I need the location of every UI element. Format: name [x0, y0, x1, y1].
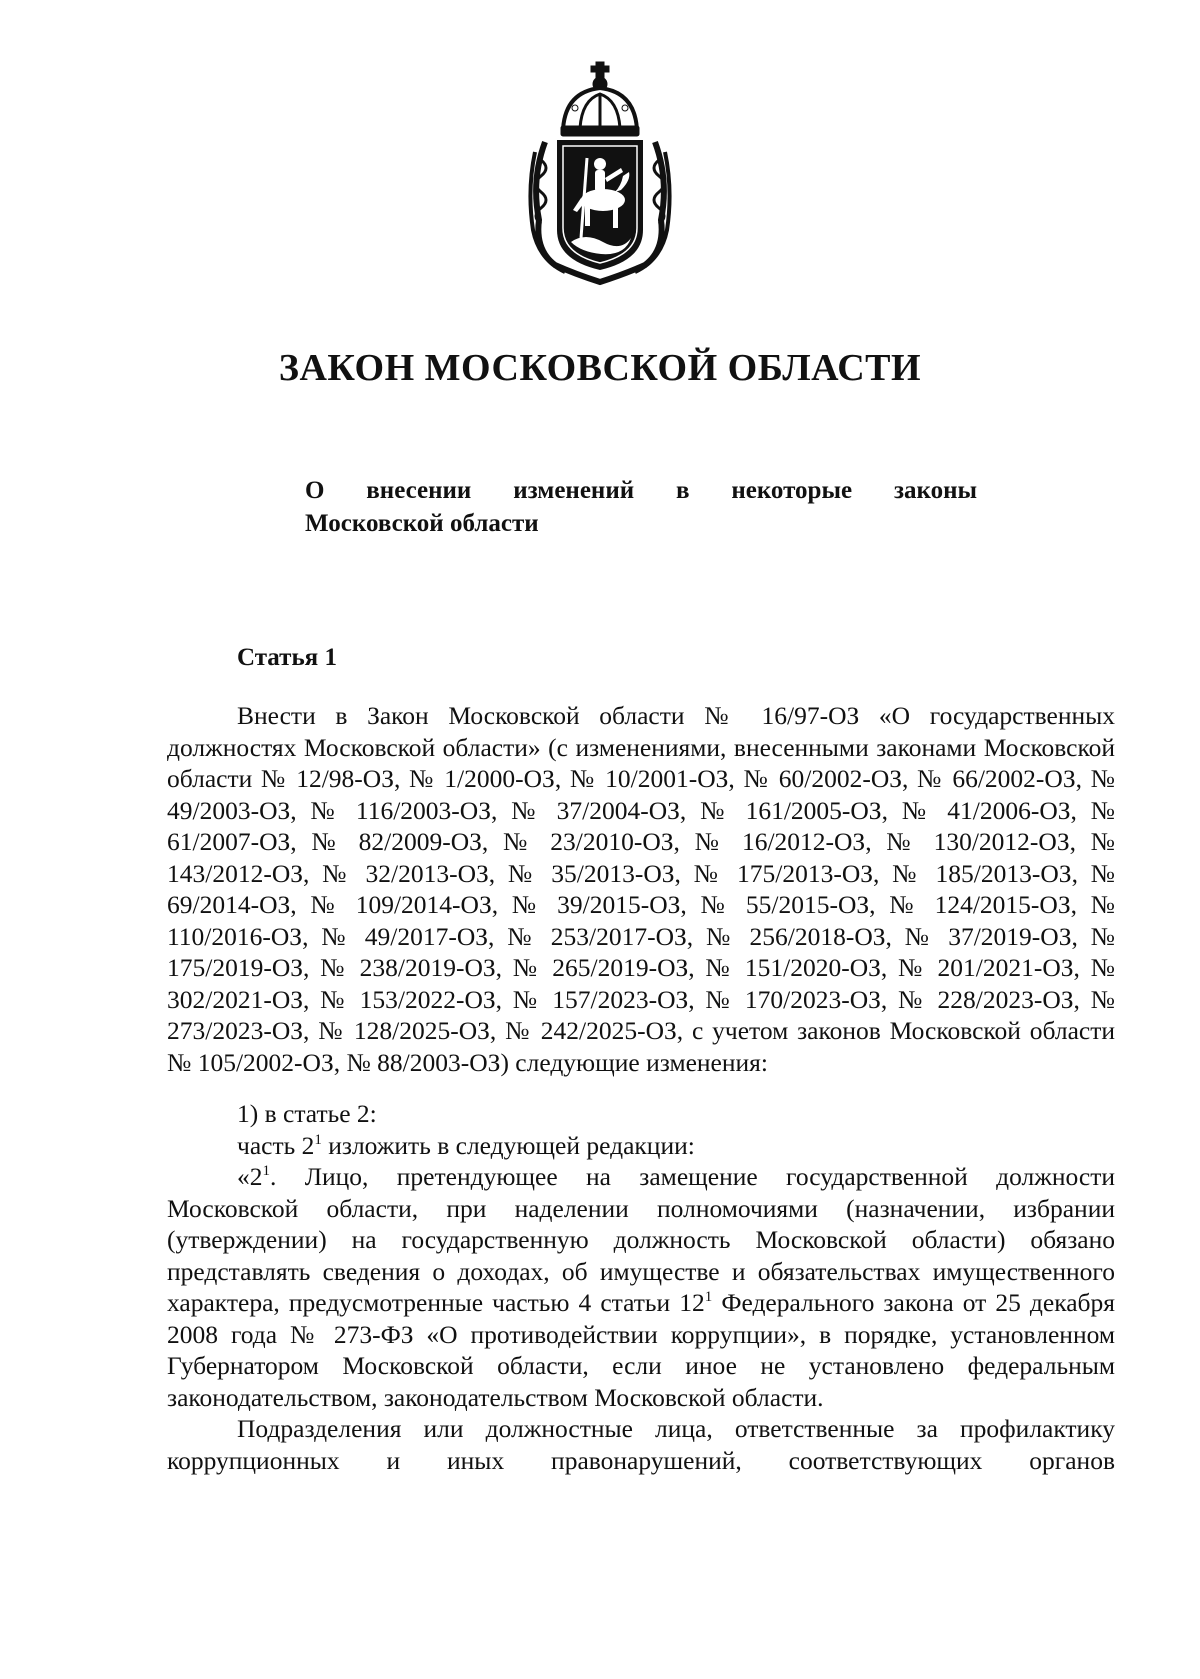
article-superscript: 1: [704, 1289, 713, 1305]
quote-superscript: 1: [262, 1163, 270, 1179]
law-subject-line-1: О внесении изменений в некоторые законы: [305, 477, 977, 504]
crown-icon: [561, 62, 639, 136]
article-body: [167, 700, 1115, 1476]
document-title: ЗАКОН МОСКОВСКОЙ ОБЛАСТИ: [278, 347, 922, 389]
part-superscript: 1: [314, 1131, 322, 1148]
article-heading: Статья 1: [237, 644, 337, 671]
part-suffix: изложить в следующей редакции:: [321, 1130, 695, 1160]
moscow-region-coat-of-arms: [525, 60, 675, 286]
paragraph-quoted-part: [167, 1161, 1115, 1413]
paragraph-item-1: 1) в статье 2:: [237, 1099, 377, 1128]
quote-text-b: Федерального закона от 25 декабря 2008 года № 273-ФЗ «О противодействии коррупции», в порядке, установленном Губернатором Московской области, если иное не установлено федеральным законодательством, законодательством Московской области.: [167, 1288, 1115, 1412]
paragraph-intro: Внести в Закон Московской области № 16/97-ОЗ «О государственных должностях Московской области» (с изменениями, внесенными законами Московской области № 12/98-ОЗ, № 1/2000-ОЗ, № 10/2001-ОЗ, № 60/2002-ОЗ, № 66/2002-ОЗ, № 49/2003-ОЗ, № 116/2003-ОЗ, № 37/2004-ОЗ, № 161/2005-ОЗ, № 41/2006-ОЗ, № 61/2007-ОЗ, № 82/2009-ОЗ, № 23/2010-ОЗ, № 16/2012-ОЗ, № 130/2012-ОЗ, № 143/2012-ОЗ, № 32/2013-ОЗ, № 35/2013-ОЗ, № 175/2013-ОЗ, № 185/2013-ОЗ, № 69/2014-ОЗ, № 109/2014-ОЗ, № 39/2015-ОЗ, № 55/2015-ОЗ, № 124/2015-ОЗ, № 110/2016-ОЗ, № 49/2017-ОЗ, № 253/2017-ОЗ, № 256/2018-ОЗ, № 37/2019-ОЗ, № 175/2019-ОЗ, № 238/2019-ОЗ, № 265/2019-ОЗ, № 151/2020-ОЗ, № 201/2021-ОЗ, № 302/2021-ОЗ, № 153/2022-ОЗ, № 157/2023-ОЗ, № 170/2023-ОЗ, № 228/2023-ОЗ, № 273/2023-ОЗ, № 128/2025-ОЗ, № 242/2025-ОЗ, с учетом законов Московской области № 105/2002-ОЗ, № 88/2003-ОЗ) следующие изменения:: [167, 701, 1115, 1077]
paragraph-part-amend: [167, 1130, 1115, 1162]
quote-open: «2: [237, 1162, 263, 1191]
quote-text-a: . Лицо, претендующее на замещение государственной должности Московской области, при наделении полномочиями (назначении, избрании (утверждении) на государственную должность Московской области) обязано представлять сведения о доходах, об имуществе и обязательствах имущественного характера, предусмотренные частью 4 статьи 12: [167, 1162, 1115, 1317]
law-subject: [305, 474, 977, 540]
law-subject-line-2: Московской области: [305, 510, 539, 537]
paragraph-last: Подразделения или должностные лица, ответственные за профилактику коррупционных и иных правонарушений, соответствующих органов: [167, 1414, 1115, 1475]
part-prefix: часть 2: [237, 1130, 315, 1160]
shield-icon: [557, 140, 643, 270]
